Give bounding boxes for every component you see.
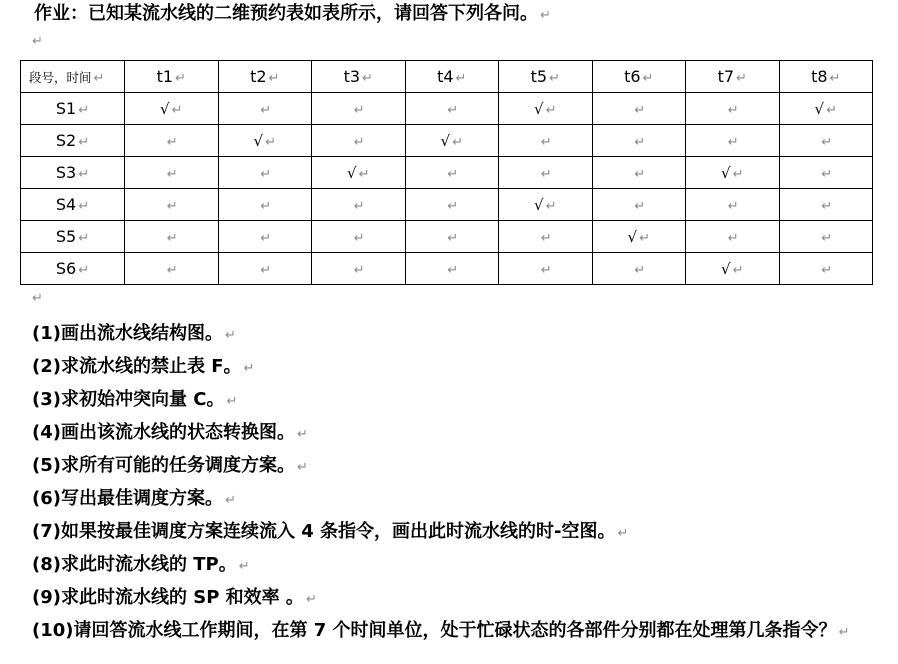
paragraph-mark-icon: ↵	[452, 135, 463, 150]
table-cell	[499, 157, 593, 189]
table-cell	[312, 125, 406, 157]
table-cell	[686, 93, 780, 125]
column-header	[779, 61, 873, 93]
table-cell	[592, 125, 686, 157]
paragraph-mark-icon: ↵	[634, 263, 646, 278]
question-item	[32, 351, 882, 384]
table-cell	[312, 221, 406, 253]
check-mark-icon: √	[534, 196, 544, 214]
paragraph-mark-icon: ↵	[732, 263, 744, 278]
paragraph-mark-icon: ↵	[166, 263, 178, 278]
question-text: (9)求此时流水线的 SP 和效率 。	[32, 587, 304, 608]
paragraph-mark-icon: ↵	[358, 167, 370, 182]
table-corner-cell	[21, 61, 125, 93]
reservation-table	[20, 60, 873, 285]
table-cell	[686, 157, 780, 189]
question-item	[32, 417, 882, 450]
column-label: t8	[811, 67, 828, 86]
table-cell	[499, 125, 593, 157]
column-header	[592, 61, 686, 93]
table-cell	[686, 125, 780, 157]
paragraph-mark-icon: ↵	[826, 103, 837, 118]
paragraph-mark-icon: ↵	[93, 70, 105, 86]
question-item	[32, 384, 882, 417]
check-mark-icon: √	[160, 100, 170, 118]
paragraph-mark-icon: ↵	[175, 71, 186, 86]
paragraph-mark-icon: ↵	[260, 199, 272, 214]
check-mark-icon: √	[721, 164, 731, 182]
check-mark-icon: √	[440, 132, 451, 150]
row-header	[21, 221, 125, 253]
paragraph-mark-icon: ↵	[639, 231, 650, 246]
question-text: (3)求初始冲突向量 C。	[32, 389, 225, 410]
question-text: (8)求此时流水线的 TP。	[32, 554, 237, 575]
paragraph-mark-icon: ↵	[540, 167, 552, 182]
column-label: t3	[343, 67, 361, 86]
paragraph-mark-icon: ↵	[447, 231, 459, 246]
paragraph-mark-icon: ↵	[243, 361, 255, 376]
row-label: S6	[55, 259, 77, 278]
table-cell	[592, 157, 686, 189]
paragraph-mark-icon: ↵	[353, 231, 365, 246]
paragraph-mark-icon: ↵	[540, 135, 552, 150]
paragraph-mark-icon: ↵	[78, 135, 90, 150]
paragraph-mark-icon: ↵	[260, 167, 272, 182]
assignment-title	[34, 1, 551, 29]
table-cell	[312, 157, 406, 189]
paragraph-mark-icon: ↵	[540, 263, 552, 278]
paragraph-mark-icon: ↵	[821, 135, 833, 150]
paragraph-mark-icon: ↵	[540, 8, 551, 23]
paragraph-mark-icon: ↵	[268, 71, 280, 86]
table-cell	[125, 157, 219, 189]
row-label: S1	[55, 99, 77, 118]
table-cell	[405, 93, 499, 125]
table-row	[21, 253, 873, 285]
row-header	[21, 189, 125, 221]
question-text: (4)画出该流水线的状态转换图。	[32, 422, 295, 443]
table-cell	[125, 125, 219, 157]
question-text: (5)求所有可能的任务调度方案。	[32, 455, 295, 476]
row-header	[21, 125, 125, 157]
paragraph-mark-icon: ↵	[78, 167, 90, 182]
paragraph-mark-icon: ↵	[166, 199, 178, 214]
table-cell	[218, 157, 312, 189]
table-cell	[312, 93, 406, 125]
question-list	[32, 318, 882, 648]
table-row	[21, 93, 873, 125]
paragraph-mark-icon: ↵	[732, 167, 744, 182]
table-cell	[499, 93, 593, 125]
table-cell	[779, 189, 873, 221]
paragraph-mark-icon: ↵	[447, 167, 459, 182]
row-header	[21, 157, 125, 189]
table-cell	[405, 157, 499, 189]
check-mark-icon: √	[253, 132, 264, 150]
paragraph-mark-icon: ↵	[545, 199, 557, 214]
table-row	[21, 125, 873, 157]
paragraph-mark-icon: ↵	[32, 291, 43, 306]
paragraph-mark-icon: ↵	[296, 427, 308, 442]
question-text: (6)写出最佳调度方案。	[32, 488, 223, 509]
table-cell	[686, 189, 780, 221]
paragraph-mark-icon: ↵	[545, 103, 557, 118]
row-label: S3	[55, 163, 77, 182]
paragraph-mark-icon: ↵	[224, 493, 236, 508]
paragraph-mark-icon: ↵	[260, 263, 272, 278]
paragraph-mark-icon: ↵	[821, 231, 833, 246]
column-header	[686, 61, 780, 93]
question-item	[32, 615, 882, 648]
paragraph-mark-icon: ↵	[821, 263, 833, 278]
table-cell	[779, 125, 873, 157]
paragraph-mark-icon: ↵	[549, 71, 560, 86]
table-cell	[312, 253, 406, 285]
paragraph-mark-icon: ↵	[727, 199, 739, 214]
paragraph-mark-icon: ↵	[166, 135, 178, 150]
paragraph-mark-icon: ↵	[634, 103, 646, 118]
paragraph-mark-icon: ↵	[642, 71, 654, 86]
paragraph-mark-icon: ↵	[226, 394, 238, 409]
paragraph-mark-icon: ↵	[353, 199, 365, 214]
table-cell	[499, 221, 593, 253]
column-label: t5	[530, 67, 548, 86]
table-cell	[499, 253, 593, 285]
paragraph-mark-icon: ↵	[78, 199, 90, 214]
check-mark-icon: √	[534, 100, 544, 118]
table-cell	[125, 253, 219, 285]
table-cell	[779, 157, 873, 189]
table-cell	[779, 253, 873, 285]
table-cell	[686, 253, 780, 285]
table-cell	[592, 189, 686, 221]
paragraph-mark-icon: ↵	[617, 526, 629, 541]
paragraph-mark-icon: ↵	[78, 231, 90, 246]
paragraph-mark-icon: ↵	[634, 199, 646, 214]
check-mark-icon: √	[347, 164, 357, 182]
table-row	[21, 189, 873, 221]
paragraph-mark-icon: ↵	[838, 625, 850, 640]
paragraph-mark-icon: ↵	[540, 231, 552, 246]
question-item	[32, 516, 882, 549]
table-cell	[405, 253, 499, 285]
paragraph-mark-icon: ↵	[260, 103, 272, 118]
question-text: (7)如果按最佳调度方案连续流入 4 条指令，画出此时流水线的时-空图。	[32, 521, 616, 542]
table-cell	[405, 189, 499, 221]
column-header	[125, 61, 219, 93]
paragraph-mark-icon: ↵	[296, 460, 308, 475]
table-cell	[592, 253, 686, 285]
paragraph-mark-icon: ↵	[305, 592, 317, 607]
check-mark-icon: √	[627, 228, 638, 246]
paragraph-mark-icon: ↵	[727, 103, 739, 118]
paragraph-mark-icon: ↵	[78, 103, 90, 118]
table-cell	[779, 221, 873, 253]
paragraph-mark-icon: ↵	[447, 263, 459, 278]
table-cell	[218, 125, 312, 157]
column-label: t1	[156, 67, 174, 86]
paragraph-mark-icon: ↵	[727, 231, 739, 246]
table-cell	[499, 189, 593, 221]
paragraph-mark-icon: ↵	[166, 167, 178, 182]
paragraph-mark-icon: ↵	[238, 559, 250, 574]
row-header	[21, 93, 125, 125]
row-label: S4	[55, 195, 77, 214]
table-header-row	[21, 61, 873, 93]
table-cell	[218, 221, 312, 253]
column-header	[499, 61, 593, 93]
paragraph-mark-icon: ↵	[353, 103, 365, 118]
title-text: 作业：已知某流水线的二维预约表如表所示，请回答下列各问。	[34, 3, 538, 24]
question-item	[32, 483, 882, 516]
question-item	[32, 549, 882, 582]
table-cell	[218, 93, 312, 125]
table-body	[21, 93, 873, 285]
paragraph-mark-icon: ↵	[171, 103, 183, 118]
paragraph-mark-icon: ↵	[727, 135, 739, 150]
table-cell	[218, 189, 312, 221]
row-label: S5	[55, 227, 77, 246]
paragraph-mark-icon: ↵	[447, 103, 459, 118]
question-text: (10)请回答流水线工作期间，在第 7 个时间单位，处于忙碌状态的各部件分别都在处理第几条指令？	[32, 620, 837, 641]
paragraph-mark-icon: ↵	[829, 71, 841, 86]
paragraph-mark-icon: ↵	[362, 71, 373, 86]
column-label: t4	[437, 67, 454, 86]
paragraph-mark-icon: ↵	[32, 34, 43, 49]
table-cell	[779, 93, 873, 125]
table-cell	[405, 125, 499, 157]
paragraph-mark-icon: ↵	[821, 167, 833, 182]
question-text: (2)求流水线的禁止表 F。	[32, 356, 242, 377]
table-cell	[312, 189, 406, 221]
question-item	[32, 582, 882, 615]
paragraph-mark-icon: ↵	[78, 263, 90, 278]
paragraph-mark-icon: ↵	[224, 328, 236, 343]
column-header	[218, 61, 312, 93]
column-header	[312, 61, 406, 93]
column-label: t7	[717, 67, 735, 86]
corner-label: 段号，时间	[29, 69, 92, 85]
table-row	[21, 221, 873, 253]
paragraph-mark-icon: ↵	[353, 263, 365, 278]
table-cell	[125, 189, 219, 221]
check-mark-icon: √	[814, 100, 825, 118]
table-cell	[405, 221, 499, 253]
table-cell	[218, 253, 312, 285]
table-cell	[125, 93, 219, 125]
table-cell	[592, 221, 686, 253]
table-row	[21, 157, 873, 189]
paragraph-mark-icon: ↵	[166, 231, 178, 246]
paragraph-mark-icon: ↵	[634, 167, 646, 182]
question-item	[32, 318, 882, 351]
table-cell	[686, 221, 780, 253]
check-mark-icon: √	[721, 260, 731, 278]
paragraph-mark-icon: ↵	[447, 199, 459, 214]
question-item	[32, 450, 882, 483]
paragraph-mark-icon: ↵	[455, 71, 467, 86]
paragraph-mark-icon: ↵	[634, 135, 646, 150]
paragraph-mark-icon: ↵	[353, 135, 365, 150]
column-label: t2	[250, 67, 267, 86]
table-cell	[592, 93, 686, 125]
row-header	[21, 253, 125, 285]
column-header	[405, 61, 499, 93]
paragraph-mark-icon: ↵	[736, 71, 747, 86]
row-label: S2	[55, 131, 77, 150]
paragraph-mark-icon: ↵	[821, 199, 833, 214]
paragraph-mark-icon: ↵	[260, 231, 272, 246]
question-text: (1)画出流水线结构图。	[32, 323, 223, 344]
column-label: t6	[624, 67, 641, 86]
paragraph-mark-icon: ↵	[265, 135, 276, 150]
table-cell	[125, 221, 219, 253]
